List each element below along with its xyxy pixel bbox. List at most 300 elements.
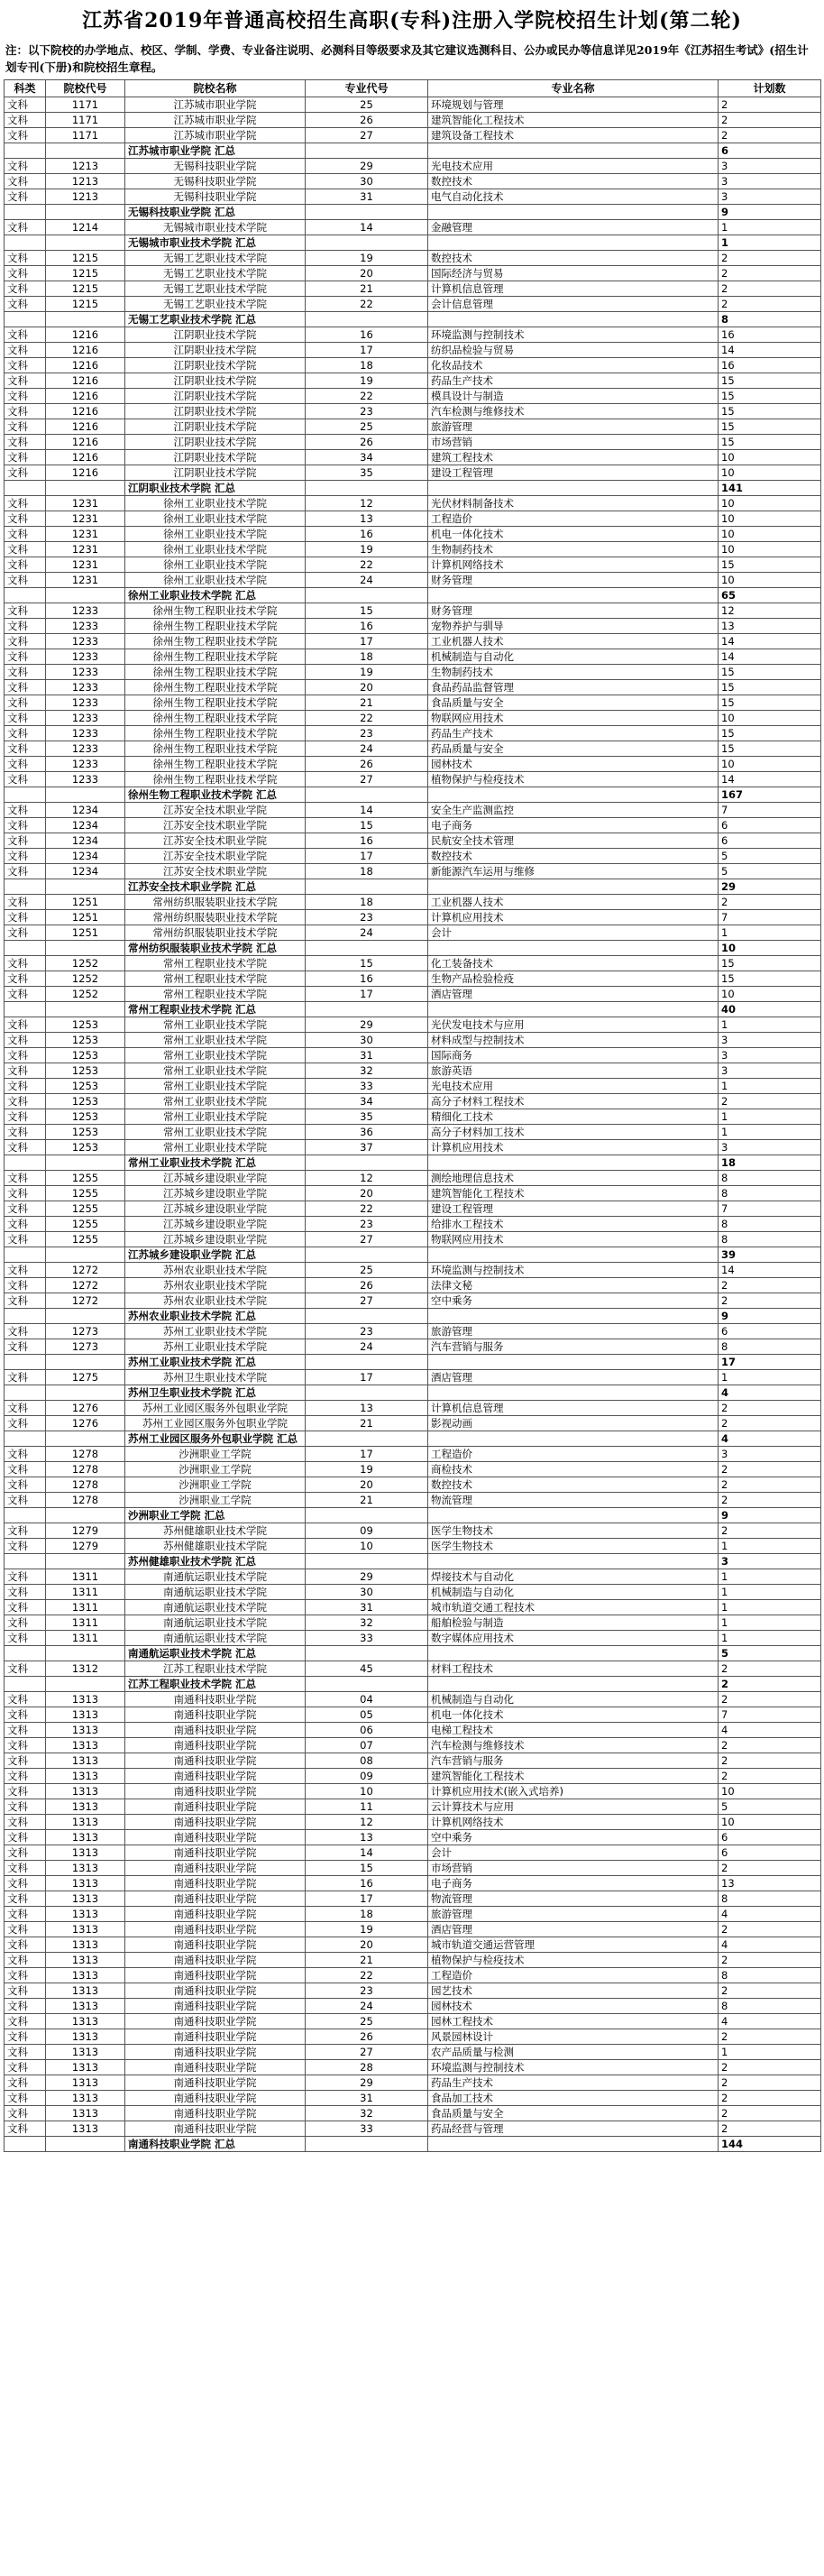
cell-school-name: 徐州生物工程职业技术学院 — [125, 757, 306, 772]
cell-major-code: 14 — [306, 220, 428, 235]
cell-school-name: 江阴职业技术学院 汇总 — [125, 481, 306, 496]
cell-school-code: 1311 — [46, 1569, 125, 1585]
cell-major-code: 35 — [306, 1109, 428, 1125]
table-row — [5, 97, 821, 113]
cell-category — [5, 2137, 46, 2152]
cell-major-code: 29 — [306, 159, 428, 174]
cell-major-code: 22 — [306, 711, 428, 726]
cell-major-name: 数控技术 — [428, 849, 719, 864]
cell-category: 文科 — [5, 1615, 46, 1631]
cell-category: 文科 — [5, 1953, 46, 1968]
subtotal-row — [5, 1385, 821, 1401]
table-row — [5, 2029, 821, 2045]
cell-school-code: 1253 — [46, 1048, 125, 1063]
cell-major-code — [306, 2137, 428, 2152]
col-header-major-name: 专业名称 — [428, 80, 719, 97]
cell-category: 文科 — [5, 1799, 46, 1815]
cell-plan-count: 2 — [719, 281, 821, 297]
cell-plan-count: 10 — [719, 1784, 821, 1799]
cell-school-code: 1313 — [46, 2060, 125, 2075]
cell-school-code: 1272 — [46, 1293, 125, 1309]
cell-category: 文科 — [5, 297, 46, 312]
cell-major-name: 光电技术应用 — [428, 1079, 719, 1094]
cell-plan-count: 3 — [719, 174, 821, 189]
cell-category: 文科 — [5, 1968, 46, 1983]
cell-category — [5, 1646, 46, 1661]
cell-category: 文科 — [5, 987, 46, 1002]
cell-plan-count: 8 — [719, 1171, 821, 1186]
cell-category: 文科 — [5, 925, 46, 941]
cell-plan-count: 1 — [719, 1569, 821, 1585]
cell-major-name — [428, 205, 719, 220]
cell-major-name: 高分子材料工程技术 — [428, 1094, 719, 1109]
cell-school-name: 江阴职业技术学院 — [125, 358, 306, 373]
cell-school-code — [46, 941, 125, 956]
cell-school-name: 常州工程职业技术学院 — [125, 987, 306, 1002]
cell-major-name: 药品经营与管理 — [428, 2121, 719, 2137]
subtotal-row — [5, 588, 821, 603]
cell-major-code: 19 — [306, 1462, 428, 1477]
cell-major-code: 29 — [306, 1017, 428, 1033]
cell-school-code: 1234 — [46, 818, 125, 833]
cell-school-code — [46, 1431, 125, 1447]
cell-major-name — [428, 1247, 719, 1263]
cell-school-code: 1276 — [46, 1401, 125, 1416]
cell-school-code — [46, 2137, 125, 2152]
table-row — [5, 772, 821, 787]
cell-plan-count: 13 — [719, 619, 821, 634]
cell-major-code: 18 — [306, 358, 428, 373]
subtotal-row — [5, 143, 821, 159]
cell-category: 文科 — [5, 1094, 46, 1109]
cell-major-name: 计算机应用技术(嵌入式培养) — [428, 1784, 719, 1799]
cell-category: 文科 — [5, 557, 46, 573]
subtotal-row — [5, 1677, 821, 1692]
table-row — [5, 1707, 821, 1723]
cell-school-code: 1313 — [46, 1983, 125, 1999]
cell-school-code: 1233 — [46, 772, 125, 787]
cell-school-code: 1171 — [46, 113, 125, 128]
cell-category: 文科 — [5, 1738, 46, 1753]
cell-category: 文科 — [5, 251, 46, 266]
cell-major-code — [306, 879, 428, 895]
cell-major-name: 汽车营销与服务 — [428, 1339, 719, 1355]
cell-school-name: 徐州生物工程职业技术学院 — [125, 772, 306, 787]
cell-category: 文科 — [5, 1937, 46, 1953]
cell-major-code: 33 — [306, 1631, 428, 1646]
cell-major-code — [306, 941, 428, 956]
cell-school-code: 1313 — [46, 2029, 125, 2045]
cell-school-code: 1234 — [46, 864, 125, 879]
cell-major-code: 25 — [306, 97, 428, 113]
cell-plan-count: 8 — [719, 1968, 821, 1983]
cell-plan-count: 15 — [719, 726, 821, 741]
table-row — [5, 1171, 821, 1186]
col-header-school-name: 院校名称 — [125, 80, 306, 97]
cell-plan-count: 10 — [719, 941, 821, 956]
cell-major-code — [306, 312, 428, 327]
table-row — [5, 2091, 821, 2106]
cell-school-name: 沙洲职业工学院 — [125, 1493, 306, 1508]
cell-plan-count: 8 — [719, 312, 821, 327]
cell-school-name: 徐州工业职业技术学院 — [125, 511, 306, 527]
cell-school-code: 1253 — [46, 1094, 125, 1109]
cell-category: 文科 — [5, 113, 46, 128]
cell-school-code — [46, 1355, 125, 1370]
cell-school-name: 无锡工艺职业技术学院 汇总 — [125, 312, 306, 327]
table-row — [5, 895, 821, 910]
cell-major-name: 城市轨道交通运营管理 — [428, 1937, 719, 1953]
cell-category: 文科 — [5, 159, 46, 174]
table-row — [5, 1232, 821, 1247]
cell-school-code: 1216 — [46, 358, 125, 373]
cell-major-name — [428, 1677, 719, 1692]
cell-plan-count: 15 — [719, 389, 821, 404]
cell-plan-count: 1 — [719, 925, 821, 941]
cell-major-code: 20 — [306, 1477, 428, 1493]
cell-major-code: 23 — [306, 1324, 428, 1339]
cell-major-code: 25 — [306, 1263, 428, 1278]
cell-school-name: 苏州健雄职业技术学院 汇总 — [125, 1554, 306, 1569]
cell-major-name — [428, 1431, 719, 1447]
cell-category: 文科 — [5, 1876, 46, 1891]
cell-major-name: 船舶检验与制造 — [428, 1615, 719, 1631]
cell-school-name: 江阴职业技术学院 — [125, 389, 306, 404]
cell-school-code — [46, 1646, 125, 1661]
cell-school-name: 江苏城市职业学院 — [125, 113, 306, 128]
cell-major-code — [306, 787, 428, 803]
cell-school-name: 南通科技职业学院 — [125, 1876, 306, 1891]
table-row — [5, 113, 821, 128]
cell-plan-count: 10 — [719, 527, 821, 542]
subtotal-row — [5, 879, 821, 895]
cell-plan-count: 1 — [719, 1109, 821, 1125]
table-row — [5, 1845, 821, 1861]
cell-category: 文科 — [5, 527, 46, 542]
cell-major-code: 26 — [306, 435, 428, 450]
cell-school-name: 徐州工业职业技术学院 — [125, 527, 306, 542]
table-row — [5, 373, 821, 389]
cell-school-code: 1273 — [46, 1339, 125, 1355]
cell-school-code: 1313 — [46, 1876, 125, 1891]
cell-school-name: 南通航运职业技术学院 — [125, 1631, 306, 1646]
cell-school-code: 1313 — [46, 1953, 125, 1968]
cell-major-code — [306, 1646, 428, 1661]
cell-plan-count: 6 — [719, 818, 821, 833]
cell-major-code — [306, 1431, 428, 1447]
cell-school-code: 1233 — [46, 634, 125, 649]
cell-school-code — [46, 1155, 125, 1171]
cell-major-code: 17 — [306, 1447, 428, 1462]
cell-plan-count: 8 — [719, 1891, 821, 1907]
cell-plan-count: 1 — [719, 2045, 821, 2060]
cell-major-name: 食品质量与安全 — [428, 695, 719, 711]
cell-major-code: 12 — [306, 1815, 428, 1830]
cell-school-name: 无锡科技职业学院 — [125, 174, 306, 189]
cell-school-name: 常州工业职业技术学院 — [125, 1033, 306, 1048]
cell-plan-count: 8 — [719, 1999, 821, 2014]
cell-major-name: 园林技术 — [428, 757, 719, 772]
cell-major-code: 22 — [306, 389, 428, 404]
table-row — [5, 619, 821, 634]
cell-major-name: 电梯工程技术 — [428, 1723, 719, 1738]
cell-major-code — [306, 143, 428, 159]
cell-major-code: 20 — [306, 266, 428, 281]
cell-school-code — [46, 143, 125, 159]
cell-major-name: 模具设计与制造 — [428, 389, 719, 404]
cell-major-name: 机械制造与自动化 — [428, 1585, 719, 1600]
cell-school-name: 常州工业职业技术学院 — [125, 1109, 306, 1125]
cell-major-name — [428, 1646, 719, 1661]
cell-school-name: 南通科技职业学院 — [125, 1830, 306, 1845]
cell-major-code: 23 — [306, 404, 428, 419]
cell-category: 文科 — [5, 1999, 46, 2014]
cell-major-code: 19 — [306, 1922, 428, 1937]
cell-school-name: 徐州生物工程职业技术学院 — [125, 680, 306, 695]
cell-major-code: 25 — [306, 419, 428, 435]
cell-school-code: 1216 — [46, 435, 125, 450]
cell-category: 文科 — [5, 1447, 46, 1462]
cell-major-name — [428, 143, 719, 159]
cell-school-name: 无锡工艺职业技术学院 — [125, 266, 306, 281]
table-row — [5, 2014, 821, 2029]
cell-school-name: 南通航运职业技术学院 — [125, 1615, 306, 1631]
cell-school-code: 1233 — [46, 680, 125, 695]
cell-school-code: 1216 — [46, 404, 125, 419]
cell-major-code: 22 — [306, 297, 428, 312]
cell-plan-count: 6 — [719, 1324, 821, 1339]
table-row — [5, 1370, 821, 1385]
cell-school-name: 江苏安全技术职业学院 — [125, 803, 306, 818]
cell-major-name: 工程造价 — [428, 511, 719, 527]
cell-plan-count: 2 — [719, 1094, 821, 1109]
cell-major-name: 材料工程技术 — [428, 1661, 719, 1677]
cell-school-name: 徐州生物工程职业技术学院 — [125, 695, 306, 711]
cell-school-code: 1233 — [46, 726, 125, 741]
cell-plan-count: 15 — [719, 404, 821, 419]
cell-major-name — [428, 312, 719, 327]
cell-major-code: 34 — [306, 450, 428, 465]
cell-school-code: 1251 — [46, 910, 125, 925]
cell-major-name: 纺织品检验与贸易 — [428, 343, 719, 358]
subtotal-row — [5, 1155, 821, 1171]
cell-school-name: 江阴职业技术学院 — [125, 435, 306, 450]
cell-major-code: 16 — [306, 971, 428, 987]
cell-category: 文科 — [5, 1033, 46, 1048]
cell-major-name: 金融管理 — [428, 220, 719, 235]
cell-school-name: 南通科技职业学院 — [125, 1937, 306, 1953]
cell-school-code: 1234 — [46, 849, 125, 864]
cell-school-code — [46, 787, 125, 803]
table-row — [5, 634, 821, 649]
cell-plan-count: 3 — [719, 1554, 821, 1569]
table-row — [5, 496, 821, 511]
cell-category: 文科 — [5, 1125, 46, 1140]
cell-major-code: 13 — [306, 1830, 428, 1845]
cell-category: 文科 — [5, 665, 46, 680]
cell-school-code: 1233 — [46, 665, 125, 680]
cell-plan-count: 4 — [719, 1907, 821, 1922]
cell-school-name: 常州纺织服装职业技术学院 汇总 — [125, 941, 306, 956]
cell-major-code: 21 — [306, 281, 428, 297]
cell-school-name: 苏州农业职业技术学院 — [125, 1263, 306, 1278]
cell-major-code — [306, 588, 428, 603]
table-row — [5, 1876, 821, 1891]
cell-major-code: 26 — [306, 757, 428, 772]
table-row — [5, 2121, 821, 2137]
table-row — [5, 1293, 821, 1309]
cell-plan-count: 10 — [719, 757, 821, 772]
cell-school-code: 1311 — [46, 1631, 125, 1646]
cell-category: 文科 — [5, 2029, 46, 2045]
cell-major-code — [306, 235, 428, 251]
cell-school-code: 1233 — [46, 603, 125, 619]
cell-major-name: 商检技术 — [428, 1462, 719, 1477]
cell-school-code: 1215 — [46, 297, 125, 312]
cell-school-code: 1213 — [46, 189, 125, 205]
cell-plan-count: 1 — [719, 1125, 821, 1140]
cell-category: 文科 — [5, 2091, 46, 2106]
cell-major-name: 植物保护与检疫技术 — [428, 1953, 719, 1968]
cell-major-name: 机电一体化技术 — [428, 527, 719, 542]
cell-school-code: 1255 — [46, 1186, 125, 1201]
cell-major-code: 29 — [306, 1569, 428, 1585]
cell-major-name: 生物制药技术 — [428, 542, 719, 557]
cell-plan-count: 15 — [719, 557, 821, 573]
cell-school-code: 1253 — [46, 1079, 125, 1094]
cell-category: 文科 — [5, 726, 46, 741]
cell-plan-count: 15 — [719, 373, 821, 389]
cell-major-code: 17 — [306, 343, 428, 358]
cell-school-code: 1313 — [46, 2014, 125, 2029]
cell-major-name: 计算机网络技术 — [428, 1815, 719, 1830]
cell-category: 文科 — [5, 864, 46, 879]
cell-major-name: 生物制药技术 — [428, 665, 719, 680]
cell-school-name: 南通科技职业学院 — [125, 1891, 306, 1907]
cell-school-code: 1313 — [46, 2045, 125, 2060]
cell-plan-count: 2 — [719, 1677, 821, 1692]
cell-category: 文科 — [5, 1063, 46, 1079]
cell-school-name: 江苏安全技术职业学院 — [125, 864, 306, 879]
cell-major-code: 06 — [306, 1723, 428, 1738]
cell-major-name: 物流管理 — [428, 1891, 719, 1907]
cell-school-code: 1252 — [46, 956, 125, 971]
subtotal-row — [5, 2137, 821, 2152]
table-row — [5, 251, 821, 266]
cell-school-code: 1255 — [46, 1171, 125, 1186]
cell-major-code — [306, 1247, 428, 1263]
cell-school-name: 苏州农业职业技术学院 — [125, 1293, 306, 1309]
cell-plan-count: 13 — [719, 1876, 821, 1891]
cell-plan-count: 4 — [719, 1723, 821, 1738]
cell-plan-count: 10 — [719, 711, 821, 726]
cell-major-code: 31 — [306, 2091, 428, 2106]
cell-plan-count: 2 — [719, 1493, 821, 1508]
cell-school-name: 苏州工业园区服务外包职业学院 — [125, 1401, 306, 1416]
table-row — [5, 1477, 821, 1493]
cell-category: 文科 — [5, 1401, 46, 1416]
cell-major-code — [306, 1155, 428, 1171]
table-row — [5, 450, 821, 465]
cell-school-name: 徐州生物工程职业技术学院 — [125, 649, 306, 665]
cell-major-code: 29 — [306, 2075, 428, 2091]
cell-plan-count: 2 — [719, 1416, 821, 1431]
cell-major-name: 旅游管理 — [428, 419, 719, 435]
cell-major-name: 风景园林设计 — [428, 2029, 719, 2045]
cell-major-code: 12 — [306, 496, 428, 511]
cell-school-name: 南通科技职业学院 — [125, 1769, 306, 1784]
cell-major-name: 光电技术应用 — [428, 159, 719, 174]
cell-plan-count: 144 — [719, 2137, 821, 2152]
cell-school-code: 1278 — [46, 1447, 125, 1462]
subtotal-row — [5, 481, 821, 496]
cell-category: 文科 — [5, 358, 46, 373]
subtotal-row — [5, 1431, 821, 1447]
cell-school-name: 江苏城乡建设职业学院 — [125, 1232, 306, 1247]
cell-school-code: 1214 — [46, 220, 125, 235]
cell-major-code — [306, 1554, 428, 1569]
cell-category: 文科 — [5, 619, 46, 634]
cell-school-name: 徐州工业职业技术学院 — [125, 496, 306, 511]
cell-school-code: 1313 — [46, 1799, 125, 1815]
cell-category: 文科 — [5, 1217, 46, 1232]
cell-plan-count: 6 — [719, 1830, 821, 1845]
cell-plan-count: 14 — [719, 649, 821, 665]
cell-plan-count: 17 — [719, 1355, 821, 1370]
cell-school-code: 1279 — [46, 1523, 125, 1539]
cell-major-code: 30 — [306, 174, 428, 189]
cell-plan-count: 5 — [719, 1799, 821, 1815]
cell-category: 文科 — [5, 956, 46, 971]
cell-major-name — [428, 481, 719, 496]
table-row — [5, 649, 821, 665]
cell-school-name: 南通科技职业学院 — [125, 1707, 306, 1723]
cell-major-name: 环境监测与控制技术 — [428, 2060, 719, 2075]
cell-school-code: 1313 — [46, 2121, 125, 2137]
cell-school-code: 1255 — [46, 1232, 125, 1247]
cell-major-code: 18 — [306, 895, 428, 910]
cell-school-code: 1255 — [46, 1217, 125, 1232]
cell-school-code: 1216 — [46, 450, 125, 465]
cell-major-code: 19 — [306, 542, 428, 557]
cell-school-code: 1311 — [46, 1615, 125, 1631]
cell-school-code: 1311 — [46, 1585, 125, 1600]
cell-category: 文科 — [5, 1201, 46, 1217]
cell-plan-count: 2 — [719, 1477, 821, 1493]
cell-major-name: 光伏材料制备技术 — [428, 496, 719, 511]
cell-plan-count: 4 — [719, 1937, 821, 1953]
cell-major-name: 食品质量与安全 — [428, 2106, 719, 2121]
cell-plan-count: 15 — [719, 419, 821, 435]
cell-plan-count: 10 — [719, 465, 821, 481]
cell-major-name: 光伏发电技术与应用 — [428, 1017, 719, 1033]
cell-school-name: 南通科技职业学院 — [125, 1815, 306, 1830]
cell-major-name: 材料成型与控制技术 — [428, 1033, 719, 1048]
cell-major-code: 23 — [306, 910, 428, 925]
cell-major-code: 22 — [306, 1201, 428, 1217]
cell-plan-count: 8 — [719, 1186, 821, 1201]
cell-category: 文科 — [5, 511, 46, 527]
table-row — [5, 1983, 821, 1999]
cell-major-code — [306, 1508, 428, 1523]
cell-school-name: 江苏城乡建设职业学院 汇总 — [125, 1247, 306, 1263]
cell-school-name: 无锡城市职业技术学院 — [125, 220, 306, 235]
cell-plan-count: 15 — [719, 435, 821, 450]
cell-major-code: 17 — [306, 987, 428, 1002]
cell-major-code: 27 — [306, 1293, 428, 1309]
cell-school-code — [46, 481, 125, 496]
subtotal-row — [5, 1355, 821, 1370]
